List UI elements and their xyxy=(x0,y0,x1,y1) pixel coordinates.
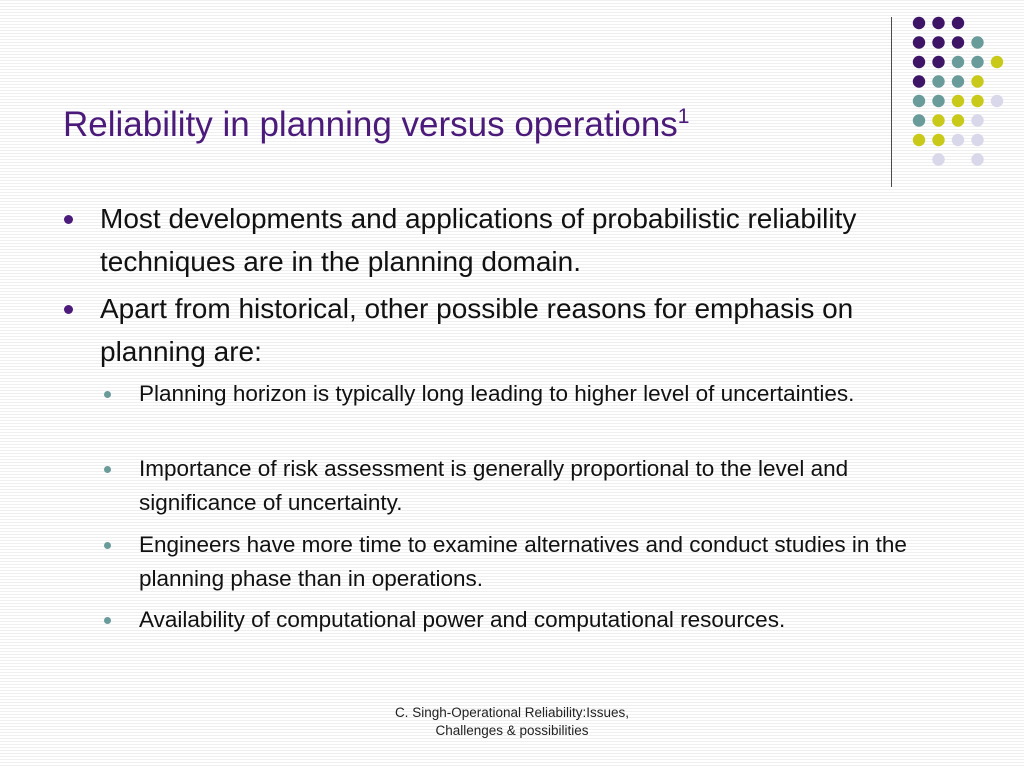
decorative-dot xyxy=(913,75,925,87)
sub-bullet-text: Availability of computational power and computational resources. xyxy=(139,607,786,632)
decorative-dot xyxy=(971,56,983,68)
sub-bullet-item xyxy=(139,377,969,411)
decorative-dot xyxy=(971,134,983,146)
decorative-dot xyxy=(932,17,944,29)
sub-bullet-dot-icon xyxy=(104,617,111,624)
title-divider-line xyxy=(891,17,892,187)
decorative-dot xyxy=(932,95,944,107)
decorative-dot xyxy=(932,36,944,48)
decorative-dot xyxy=(952,134,964,146)
bullet-dot-icon xyxy=(64,305,73,314)
decorative-dot xyxy=(932,153,944,165)
decorative-dot xyxy=(932,114,944,126)
bullet-dot-icon xyxy=(64,215,73,224)
sub-bullet-item xyxy=(139,603,969,637)
decorative-dot-grid xyxy=(0,0,1024,200)
decorative-dot xyxy=(932,134,944,146)
title-footnote-marker: 1 xyxy=(677,105,690,128)
decorative-dot xyxy=(971,36,983,48)
decorative-dot xyxy=(952,95,964,107)
decorative-dot xyxy=(913,114,925,126)
decorative-dot xyxy=(952,17,964,29)
decorative-dot xyxy=(913,134,925,146)
sub-bullet-text: Engineers have more time to examine alternatives and conduct studies in the planning phase than in operations. xyxy=(139,532,907,591)
decorative-dot xyxy=(913,17,925,29)
sub-bullet-item xyxy=(139,528,969,596)
decorative-dot xyxy=(971,75,983,87)
slide-footer xyxy=(352,704,672,740)
sub-bullet-item xyxy=(139,452,969,520)
decorative-dot xyxy=(932,75,944,87)
decorative-dot xyxy=(932,56,944,68)
bullet-item xyxy=(100,197,960,283)
sub-bullet-dot-icon xyxy=(104,542,111,549)
sub-bullet-dot-icon xyxy=(104,466,111,473)
decorative-dot xyxy=(952,114,964,126)
footer-line: Challenges & possibilities xyxy=(435,723,589,738)
decorative-dot xyxy=(913,56,925,68)
bullet-text: Apart from historical, other possible reasons for emphasis on planning are: xyxy=(100,293,854,367)
decorative-dot xyxy=(913,95,925,107)
sub-bullet-dot-icon xyxy=(104,391,111,398)
decorative-dot xyxy=(971,114,983,126)
bullet-text: Most developments and applications of probabilistic reliability techniques are in the planning domain. xyxy=(100,203,857,277)
bullet-item xyxy=(100,287,960,373)
decorative-dot xyxy=(971,95,983,107)
slide-title-text: Reliability in planning versus operations xyxy=(63,105,678,144)
decorative-dot xyxy=(952,75,964,87)
decorative-dot xyxy=(913,36,925,48)
decorative-dot xyxy=(991,56,1003,68)
sub-bullet-text: Importance of risk assessment is generally proportional to the level and significance of uncertainty. xyxy=(139,456,849,515)
footer-line: C. Singh-Operational Reliability:Issues, xyxy=(394,705,630,720)
slide-title xyxy=(63,104,689,146)
decorative-dot xyxy=(991,95,1003,107)
decorative-dot xyxy=(952,56,964,68)
decorative-dot xyxy=(952,36,964,48)
decorative-dot xyxy=(971,153,983,165)
sub-bullet-text: Planning horizon is typically long leading to higher level of uncertainties. xyxy=(139,381,855,406)
